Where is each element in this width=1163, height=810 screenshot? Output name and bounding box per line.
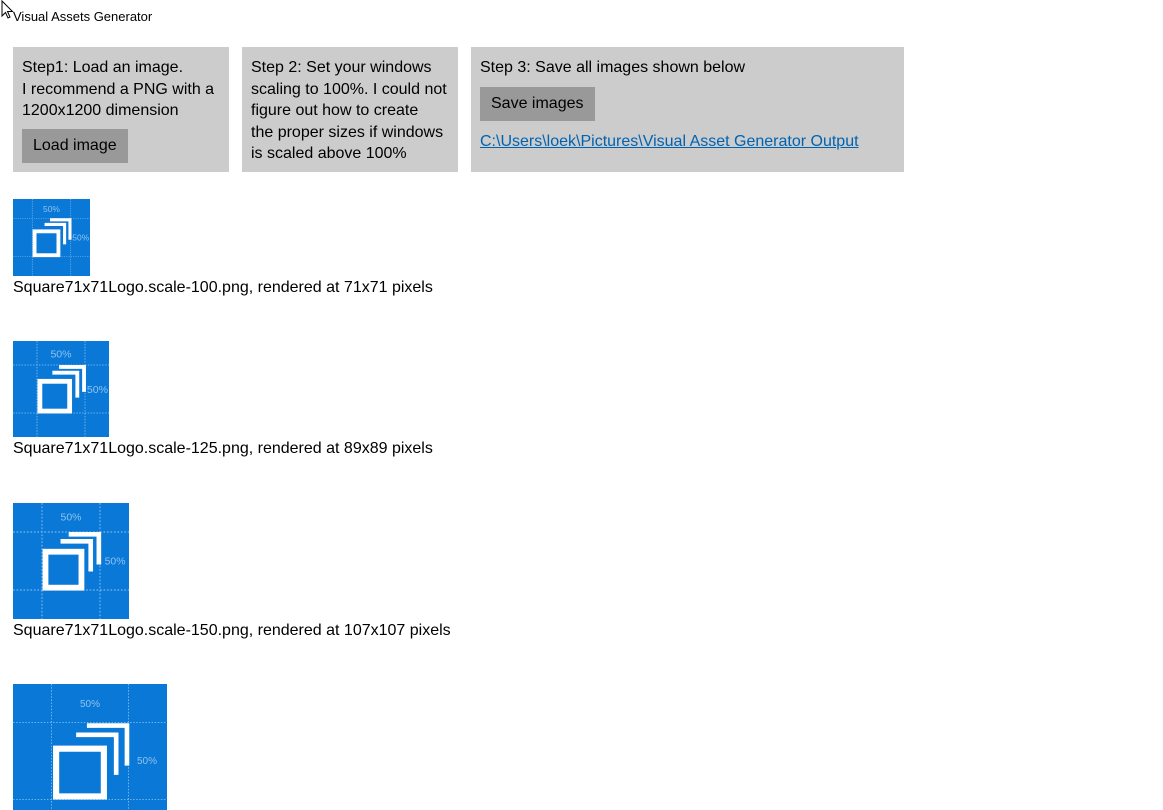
stacked-squares-icon xyxy=(13,341,109,437)
stacked-squares-icon xyxy=(13,503,129,619)
asset-preview xyxy=(13,684,167,810)
asset-tile-image xyxy=(13,503,129,619)
tile-label-right: 50% xyxy=(104,556,126,568)
asset-caption: Square71x71Logo.scale-125.png, rendered at 89x89 pixels xyxy=(13,440,433,457)
tile-label-right: 50% xyxy=(72,232,90,243)
step1-text-line: I recommend a PNG with a xyxy=(22,80,215,98)
tile-label-top: 50% xyxy=(79,699,101,711)
step1-panel xyxy=(13,47,229,172)
step3-panel xyxy=(471,47,904,172)
asset-tile-image xyxy=(13,341,109,437)
asset-tile-image xyxy=(13,684,167,810)
asset-preview xyxy=(13,199,433,297)
tile-label-right: 50% xyxy=(86,383,109,396)
step1-text-line: 1200x1200 dimension xyxy=(22,102,179,119)
load-image-button[interactable]: Load image xyxy=(22,129,128,163)
tile-label-top: 50% xyxy=(60,512,82,524)
step2-text-line: figure out how to create xyxy=(251,102,419,119)
asset-preview xyxy=(13,503,451,640)
tile-label-top: 50% xyxy=(43,204,60,215)
save-images-button[interactable]: Save images xyxy=(480,87,595,121)
asset-caption: Square71x71Logo.scale-100.png, rendered at 71x71 pixels xyxy=(13,279,433,296)
step1-text-line: Step1: Load an image. xyxy=(22,59,184,76)
stacked-squares-icon xyxy=(13,199,90,276)
step2-text-line: Step 2: Set your windows xyxy=(251,59,432,76)
tile-label-right: 50% xyxy=(136,756,157,768)
asset-preview xyxy=(13,341,433,458)
tile-label-top: 50% xyxy=(50,348,72,361)
window-title: Visual Assets Generator xyxy=(13,9,153,24)
step3-text: Step 3: Save all images shown below xyxy=(480,59,746,76)
output-folder-link[interactable]: C:\Users\loek\Pictures\Visual Asset Generator Output xyxy=(480,132,859,150)
asset-tile-image xyxy=(13,199,90,276)
step2-text-line: is scaled above 100% xyxy=(251,145,407,162)
stacked-squares-icon xyxy=(13,684,167,810)
step2-panel xyxy=(242,47,458,172)
asset-caption: Square71x71Logo.scale-150.png, rendered at 107x107 pixels xyxy=(13,622,451,639)
step2-text-line: the proper sizes if windows xyxy=(251,123,444,141)
step2-text-line: scaling to 100%. I could not xyxy=(251,80,447,98)
